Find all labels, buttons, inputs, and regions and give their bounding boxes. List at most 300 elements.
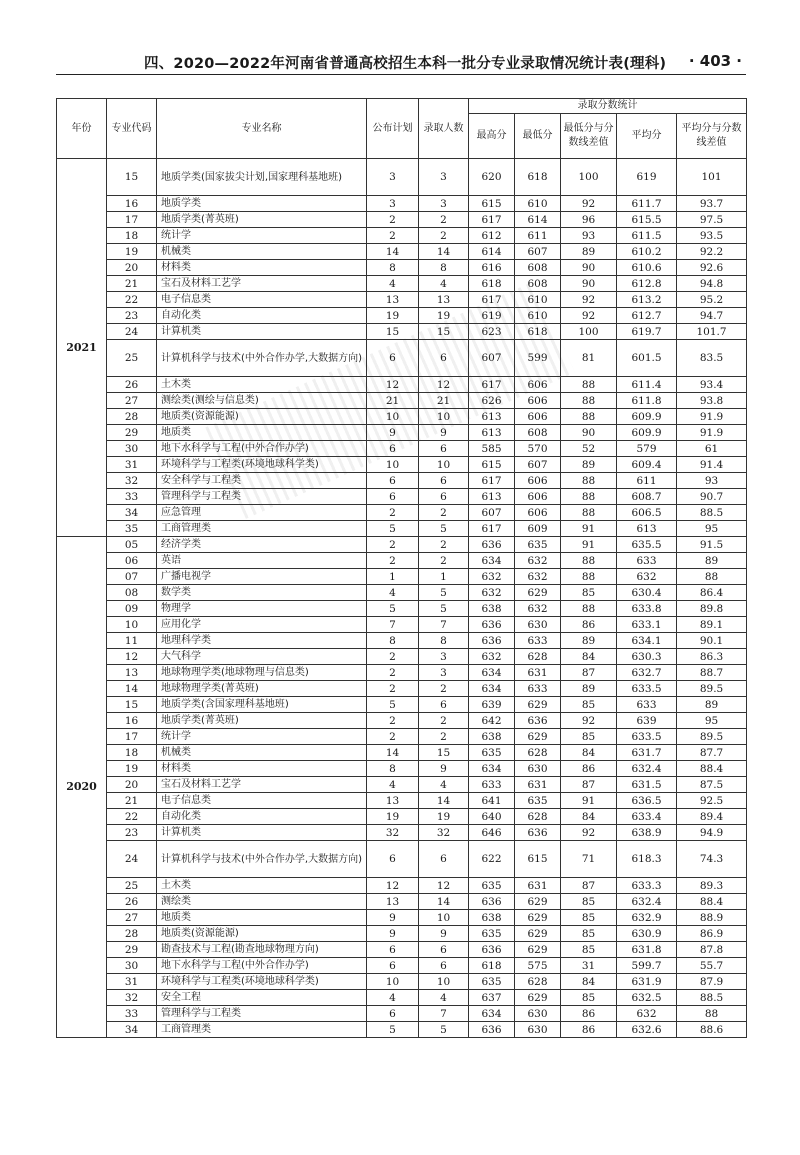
cell-min: 611	[515, 228, 561, 244]
table-row	[57, 569, 747, 585]
cell-admitted: 6	[419, 473, 469, 489]
cell-name: 安全工程	[157, 990, 367, 1006]
cell-avg-diff: 93.5	[677, 228, 747, 244]
cell-min-diff: 90	[561, 425, 617, 441]
cell-code: 24	[107, 841, 157, 878]
cell-avg-diff: 94.9	[677, 825, 747, 841]
year-cell: 2020	[57, 537, 107, 1038]
cell-avg: 631.7	[617, 745, 677, 761]
col-header-plan: 公布计划	[367, 99, 419, 159]
cell-max: 636	[469, 633, 515, 649]
cell-min-diff: 85	[561, 990, 617, 1006]
col-header-name: 专业名称	[157, 99, 367, 159]
table-row	[57, 825, 747, 841]
cell-admitted: 6	[419, 441, 469, 457]
table-row	[57, 942, 747, 958]
cell-min: 632	[515, 553, 561, 569]
table-row	[57, 441, 747, 457]
cell-avg-diff: 74.3	[677, 841, 747, 878]
cell-admitted: 5	[419, 601, 469, 617]
col-header-score-group: 录取分数统计	[469, 99, 747, 114]
cell-avg-diff: 95	[677, 521, 747, 537]
cell-avg-diff: 91.9	[677, 425, 747, 441]
cell-code: 26	[107, 894, 157, 910]
cell-min: 630	[515, 617, 561, 633]
cell-code: 29	[107, 942, 157, 958]
cell-plan: 5	[367, 697, 419, 713]
cell-avg-diff: 93.4	[677, 377, 747, 393]
cell-min: 615	[515, 841, 561, 878]
cell-avg-diff: 87.9	[677, 974, 747, 990]
cell-avg-diff: 89.5	[677, 729, 747, 745]
col-header-avg: 平均分	[617, 114, 677, 159]
table-body	[57, 159, 747, 1038]
cell-min-diff: 86	[561, 1022, 617, 1038]
cell-avg-diff: 88	[677, 1006, 747, 1022]
cell-avg: 632.4	[617, 894, 677, 910]
cell-min-diff: 84	[561, 745, 617, 761]
cell-max: 619	[469, 308, 515, 324]
cell-plan: 14	[367, 745, 419, 761]
cell-name: 土木类	[157, 878, 367, 894]
cell-code: 31	[107, 974, 157, 990]
cell-name: 地下水科学与工程(中外合作办学)	[157, 958, 367, 974]
cell-name: 大气科学	[157, 649, 367, 665]
cell-max: 585	[469, 441, 515, 457]
cell-max: 632	[469, 649, 515, 665]
cell-avg-diff: 88	[677, 569, 747, 585]
cell-name: 地球物理学类(菁英班)	[157, 681, 367, 697]
cell-max: 613	[469, 425, 515, 441]
table-row	[57, 761, 747, 777]
cell-admitted: 3	[419, 159, 469, 196]
cell-code: 22	[107, 809, 157, 825]
cell-min: 629	[515, 942, 561, 958]
year-cell: 2021	[57, 159, 107, 537]
cell-avg-diff: 88.6	[677, 1022, 747, 1038]
cell-plan: 8	[367, 633, 419, 649]
cell-min: 631	[515, 777, 561, 793]
cell-avg: 634.1	[617, 633, 677, 649]
cell-avg-diff: 86.3	[677, 649, 747, 665]
cell-avg-diff: 101	[677, 159, 747, 196]
admission-stats-table	[56, 98, 747, 1038]
cell-code: 14	[107, 681, 157, 697]
cell-plan: 2	[367, 729, 419, 745]
table-row	[57, 473, 747, 489]
cell-code: 06	[107, 553, 157, 569]
cell-min-diff: 88	[561, 489, 617, 505]
table-row	[57, 244, 747, 260]
cell-min-diff: 87	[561, 665, 617, 681]
cell-name: 电子信息类	[157, 292, 367, 308]
table-row	[57, 324, 747, 340]
table-row	[57, 990, 747, 1006]
cell-admitted: 2	[419, 537, 469, 553]
cell-code: 22	[107, 292, 157, 308]
cell-max: 640	[469, 809, 515, 825]
cell-max: 622	[469, 841, 515, 878]
cell-min-diff: 90	[561, 276, 617, 292]
cell-min: 618	[515, 159, 561, 196]
cell-admitted: 8	[419, 633, 469, 649]
table-row	[57, 697, 747, 713]
cell-admitted: 6	[419, 340, 469, 377]
cell-name: 应用化学	[157, 617, 367, 633]
cell-min-diff: 88	[561, 473, 617, 489]
cell-min: 631	[515, 878, 561, 894]
cell-plan: 6	[367, 1006, 419, 1022]
cell-min-diff: 91	[561, 537, 617, 553]
cell-admitted: 13	[419, 292, 469, 308]
table-row	[57, 457, 747, 473]
cell-code: 15	[107, 697, 157, 713]
cell-code: 30	[107, 958, 157, 974]
cell-plan: 2	[367, 681, 419, 697]
cell-name: 工商管理类	[157, 521, 367, 537]
cell-admitted: 9	[419, 761, 469, 777]
cell-min: 636	[515, 825, 561, 841]
cell-min: 636	[515, 713, 561, 729]
cell-name: 工商管理类	[157, 1022, 367, 1038]
cell-name: 计算机类	[157, 825, 367, 841]
cell-min: 618	[515, 324, 561, 340]
cell-min: 630	[515, 1006, 561, 1022]
cell-name: 材料类	[157, 761, 367, 777]
cell-max: 632	[469, 585, 515, 601]
cell-max: 613	[469, 409, 515, 425]
cell-plan: 2	[367, 649, 419, 665]
cell-code: 19	[107, 761, 157, 777]
cell-avg-diff: 94.8	[677, 276, 747, 292]
table-row	[57, 585, 747, 601]
cell-avg-diff: 88.7	[677, 665, 747, 681]
cell-plan: 9	[367, 926, 419, 942]
cell-min-diff: 91	[561, 521, 617, 537]
cell-min: 629	[515, 910, 561, 926]
cell-admitted: 4	[419, 276, 469, 292]
table-row	[57, 1006, 747, 1022]
cell-admitted: 2	[419, 212, 469, 228]
cell-admitted: 2	[419, 228, 469, 244]
cell-max: 638	[469, 601, 515, 617]
cell-code: 25	[107, 878, 157, 894]
cell-min-diff: 85	[561, 926, 617, 942]
cell-min-diff: 89	[561, 633, 617, 649]
table-row	[57, 713, 747, 729]
cell-avg: 613.2	[617, 292, 677, 308]
cell-name: 地质学类	[157, 196, 367, 212]
cell-avg-diff: 93.8	[677, 393, 747, 409]
cell-plan: 2	[367, 212, 419, 228]
cell-min-diff: 88	[561, 569, 617, 585]
cell-code: 10	[107, 617, 157, 633]
cell-min-diff: 91	[561, 793, 617, 809]
cell-name: 广播电视学	[157, 569, 367, 585]
cell-min-diff: 92	[561, 292, 617, 308]
cell-avg: 632.9	[617, 910, 677, 926]
cell-code: 33	[107, 1006, 157, 1022]
cell-code: 19	[107, 244, 157, 260]
cell-admitted: 10	[419, 457, 469, 473]
cell-min: 630	[515, 1022, 561, 1038]
cell-plan: 6	[367, 473, 419, 489]
table-row	[57, 505, 747, 521]
cell-code: 16	[107, 713, 157, 729]
cell-name: 地质学类(含国家理科基地班)	[157, 697, 367, 713]
table-row	[57, 633, 747, 649]
cell-avg: 635.5	[617, 537, 677, 553]
cell-min: 628	[515, 745, 561, 761]
cell-name: 物理学	[157, 601, 367, 617]
cell-avg: 633	[617, 553, 677, 569]
cell-max: 616	[469, 260, 515, 276]
cell-admitted: 6	[419, 958, 469, 974]
cell-code: 29	[107, 425, 157, 441]
cell-admitted: 14	[419, 894, 469, 910]
cell-code: 16	[107, 196, 157, 212]
cell-code: 31	[107, 457, 157, 473]
cell-max: 636	[469, 617, 515, 633]
cell-avg: 631.5	[617, 777, 677, 793]
cell-avg: 630.4	[617, 585, 677, 601]
cell-name: 统计学	[157, 729, 367, 745]
cell-name: 地质类(资源能源)	[157, 409, 367, 425]
cell-code: 26	[107, 377, 157, 393]
table-row	[57, 894, 747, 910]
cell-name: 宝石及材料工艺学	[157, 777, 367, 793]
table-row	[57, 601, 747, 617]
cell-max: 636	[469, 1022, 515, 1038]
cell-min: 606	[515, 409, 561, 425]
cell-avg-diff: 88.4	[677, 761, 747, 777]
cell-max: 634	[469, 1006, 515, 1022]
cell-admitted: 12	[419, 878, 469, 894]
cell-min-diff: 85	[561, 729, 617, 745]
cell-min: 614	[515, 212, 561, 228]
cell-plan: 14	[367, 244, 419, 260]
cell-code: 18	[107, 228, 157, 244]
cell-code: 35	[107, 521, 157, 537]
cell-name: 地下水科学与工程(中外合作办学)	[157, 441, 367, 457]
table-row	[57, 958, 747, 974]
cell-min: 606	[515, 505, 561, 521]
cell-min-diff: 87	[561, 878, 617, 894]
cell-name: 地球物理学类(地球物理与信息类)	[157, 665, 367, 681]
cell-plan: 2	[367, 713, 419, 729]
cell-avg-diff: 95	[677, 713, 747, 729]
cell-min: 635	[515, 537, 561, 553]
cell-min-diff: 89	[561, 457, 617, 473]
cell-avg: 613	[617, 521, 677, 537]
cell-code: 17	[107, 729, 157, 745]
cell-name: 管理科学与工程类	[157, 489, 367, 505]
cell-name: 地质类(资源能源)	[157, 926, 367, 942]
cell-name: 自动化类	[157, 308, 367, 324]
cell-avg-diff: 87.5	[677, 777, 747, 793]
cell-plan: 6	[367, 441, 419, 457]
cell-avg-diff: 86.9	[677, 926, 747, 942]
cell-code: 32	[107, 990, 157, 1006]
cell-plan: 19	[367, 809, 419, 825]
cell-avg: 632	[617, 1006, 677, 1022]
cell-avg-diff: 93	[677, 473, 747, 489]
cell-code: 32	[107, 473, 157, 489]
page-title: 四、2020—2022年河南省普通高校招生本科一批分专业录取情况统计表(理科)	[144, 56, 667, 72]
cell-avg: 638.9	[617, 825, 677, 841]
cell-max: 615	[469, 196, 515, 212]
cell-admitted: 5	[419, 1022, 469, 1038]
cell-max: 607	[469, 340, 515, 377]
cell-avg: 599.7	[617, 958, 677, 974]
cell-plan: 3	[367, 159, 419, 196]
cell-avg: 633.5	[617, 729, 677, 745]
cell-name: 环境科学与工程类(环境地球科学类)	[157, 457, 367, 473]
cell-name: 应急管理	[157, 505, 367, 521]
cell-max: 636	[469, 537, 515, 553]
cell-min: 628	[515, 974, 561, 990]
cell-min: 629	[515, 990, 561, 1006]
cell-min: 609	[515, 521, 561, 537]
cell-max: 617	[469, 212, 515, 228]
cell-max: 614	[469, 244, 515, 260]
cell-max: 635	[469, 878, 515, 894]
cell-avg-diff: 91.4	[677, 457, 747, 473]
cell-plan: 6	[367, 958, 419, 974]
cell-avg: 579	[617, 441, 677, 457]
cell-max: 612	[469, 228, 515, 244]
cell-name: 测绘类	[157, 894, 367, 910]
cell-min-diff: 85	[561, 942, 617, 958]
cell-avg: 619.7	[617, 324, 677, 340]
cell-min-diff: 100	[561, 324, 617, 340]
cell-max: 613	[469, 489, 515, 505]
cell-avg-diff: 91.9	[677, 409, 747, 425]
cell-min: 606	[515, 393, 561, 409]
cell-avg: 612.8	[617, 276, 677, 292]
cell-name: 安全科学与工程类	[157, 473, 367, 489]
cell-max: 634	[469, 665, 515, 681]
cell-name: 经济学类	[157, 537, 367, 553]
cell-name: 地质类	[157, 425, 367, 441]
cell-min: 630	[515, 761, 561, 777]
cell-min: 610	[515, 292, 561, 308]
cell-min: 628	[515, 649, 561, 665]
cell-avg: 609.9	[617, 425, 677, 441]
cell-name: 计算机科学与技术(中外合作办学,大数据方向)	[157, 340, 367, 377]
cell-plan: 2	[367, 665, 419, 681]
cell-avg-diff: 94.7	[677, 308, 747, 324]
cell-min: 633	[515, 681, 561, 697]
cell-admitted: 6	[419, 489, 469, 505]
cell-admitted: 15	[419, 324, 469, 340]
cell-plan: 4	[367, 585, 419, 601]
table-row	[57, 489, 747, 505]
cell-name: 数学类	[157, 585, 367, 601]
cell-avg-diff: 86.4	[677, 585, 747, 601]
cell-avg-diff: 89.1	[677, 617, 747, 633]
cell-max: 617	[469, 377, 515, 393]
cell-min: 629	[515, 585, 561, 601]
cell-min: 629	[515, 729, 561, 745]
table-row	[57, 729, 747, 745]
cell-plan: 19	[367, 308, 419, 324]
cell-admitted: 9	[419, 926, 469, 942]
cell-avg: 633.5	[617, 681, 677, 697]
cell-code: 33	[107, 489, 157, 505]
cell-plan: 6	[367, 841, 419, 878]
cell-avg: 632.5	[617, 990, 677, 1006]
table-row	[57, 409, 747, 425]
cell-max: 633	[469, 777, 515, 793]
cell-code: 18	[107, 745, 157, 761]
cell-admitted: 9	[419, 425, 469, 441]
cell-max: 623	[469, 324, 515, 340]
table-row	[57, 1022, 747, 1038]
cell-name: 机械类	[157, 745, 367, 761]
cell-avg-diff: 90.1	[677, 633, 747, 649]
cell-avg-diff: 83.5	[677, 340, 747, 377]
cell-avg: 631.9	[617, 974, 677, 990]
cell-avg: 639	[617, 713, 677, 729]
cell-min-diff: 71	[561, 841, 617, 878]
cell-max: 636	[469, 942, 515, 958]
table-row	[57, 377, 747, 393]
cell-avg-diff: 92.6	[677, 260, 747, 276]
cell-avg: 630.9	[617, 926, 677, 942]
cell-min-diff: 85	[561, 894, 617, 910]
cell-code: 21	[107, 276, 157, 292]
cell-max: 642	[469, 713, 515, 729]
cell-min: 606	[515, 473, 561, 489]
cell-plan: 2	[367, 537, 419, 553]
cell-min-diff: 84	[561, 649, 617, 665]
cell-plan: 5	[367, 521, 419, 537]
cell-min: 632	[515, 601, 561, 617]
cell-plan: 4	[367, 276, 419, 292]
cell-code: 27	[107, 393, 157, 409]
cell-min-diff: 92	[561, 196, 617, 212]
cell-avg-diff: 87.7	[677, 745, 747, 761]
cell-name: 管理科学与工程类	[157, 1006, 367, 1022]
cell-code: 34	[107, 1022, 157, 1038]
cell-plan: 13	[367, 793, 419, 809]
cell-code: 20	[107, 777, 157, 793]
cell-admitted: 19	[419, 809, 469, 825]
col-header-code: 专业代码	[107, 99, 157, 159]
cell-avg: 611.8	[617, 393, 677, 409]
cell-avg: 631.8	[617, 942, 677, 958]
cell-plan: 9	[367, 425, 419, 441]
cell-plan: 15	[367, 324, 419, 340]
col-header-min-diff: 最低分与分数线差值	[561, 114, 617, 159]
cell-name: 宝石及材料工艺学	[157, 276, 367, 292]
cell-max: 635	[469, 974, 515, 990]
cell-max: 636	[469, 894, 515, 910]
cell-min: 629	[515, 894, 561, 910]
table-row	[57, 196, 747, 212]
cell-min-diff: 92	[561, 825, 617, 841]
cell-avg: 610.2	[617, 244, 677, 260]
table-row	[57, 228, 747, 244]
cell-avg: 611.4	[617, 377, 677, 393]
cell-plan: 4	[367, 777, 419, 793]
cell-max: 639	[469, 697, 515, 713]
cell-avg-diff: 101.7	[677, 324, 747, 340]
cell-min-diff: 86	[561, 617, 617, 633]
cell-avg: 619	[617, 159, 677, 196]
col-header-year: 年份	[57, 99, 107, 159]
